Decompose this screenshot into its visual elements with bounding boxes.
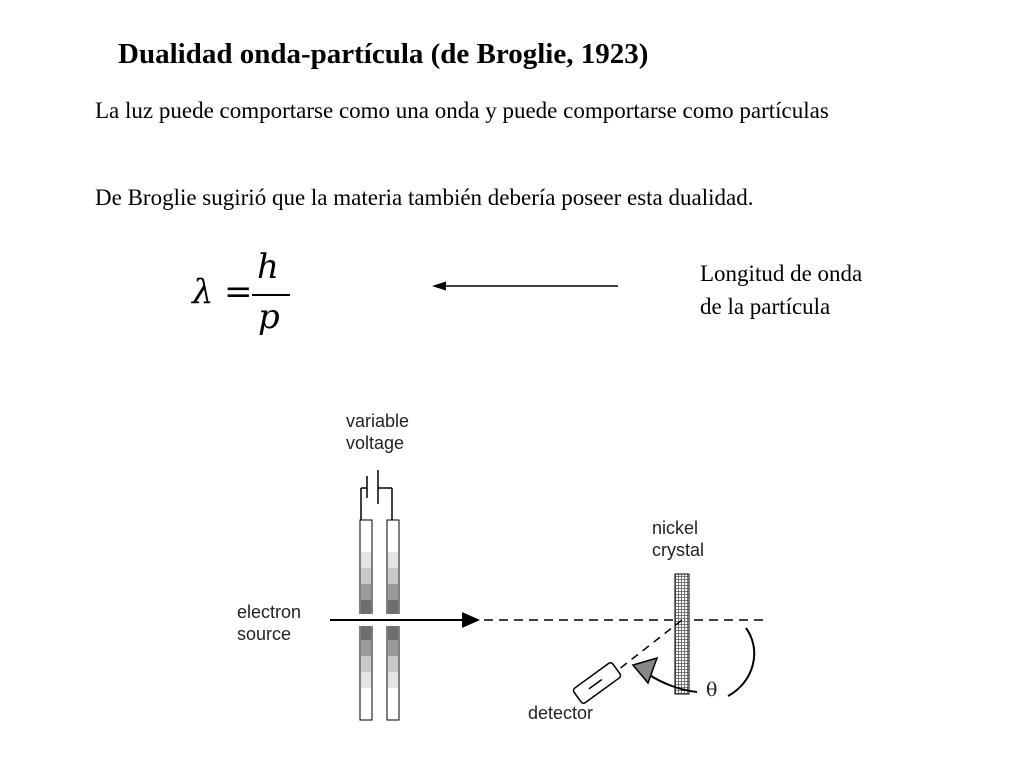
formula-lambda: λ [192, 272, 214, 312]
electron-source-label [237, 601, 301, 645]
electron-beam-arrow [330, 612, 480, 628]
wavelength-annotation-line-1: Longitud de onda [700, 261, 863, 286]
variable-voltage-label-line-2: voltage [346, 433, 405, 453]
theta-angle-label: θ [706, 679, 718, 701]
electron-source-label-line-1: electron [237, 602, 302, 622]
wavelength-annotation-line-2: de la partícula [700, 294, 831, 319]
paragraph-de-broglie: De Broglie sugirió que la materia también debería poseer esta dualidad. [95, 185, 754, 210]
detector-label: detector [528, 703, 594, 723]
formula-equals: = [224, 272, 253, 312]
formula-denominator: p [258, 297, 280, 337]
nickel-crystal-label-line-2: crystal [652, 540, 705, 560]
electron-source-label-line-2: source [237, 624, 292, 644]
scattering-angle-arc [728, 628, 754, 696]
variable-voltage-battery-icon [361, 470, 392, 520]
variable-voltage-label [346, 410, 409, 454]
nickel-crystal-label-line-1: nickel [652, 518, 699, 538]
nickel-crystal [675, 574, 689, 694]
formula-numerator: h [257, 247, 279, 287]
detector-icon [572, 662, 621, 705]
nickel-crystal-label [652, 517, 704, 561]
paragraph-light-duality: La luz puede comportarse como una onda y puede comportarse como partículas [95, 98, 829, 123]
variable-voltage-label-line-1: variable [346, 411, 410, 431]
slide-title: Dualidad onda-partícula (de Broglie, 1923) [118, 38, 649, 70]
